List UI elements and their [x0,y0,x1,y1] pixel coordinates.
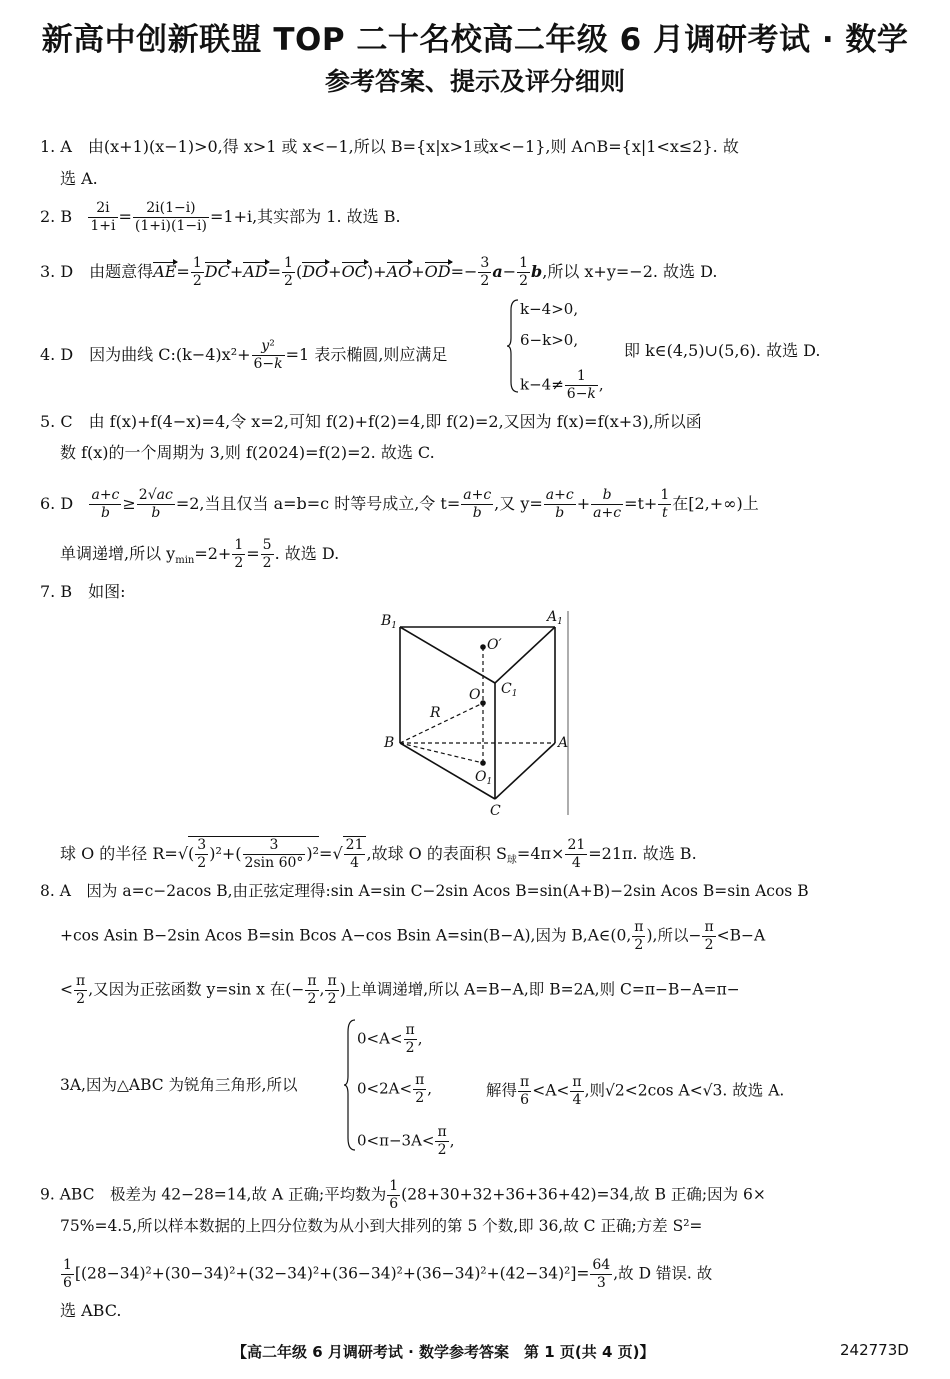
q6-line1: 6. D $\frac{a+c}{b}$ ≥ $\frac{2√ac}{b}$ =2,当且仅当 a=b=c 时等号成立,令 t= $\frac{a+c}{b}$ ,又 y= $\frac{a+c}{b}$ + $\frac{b}{a+c}$ =t+ $\frac{1}{t}$ 在[2,+∞)上 [40,487,759,521]
q8-line3: < $\frac{\pi}{2}$ ,又因为正弦函数 y=sin x 在(− $\frac{\pi}{2}$ , $\frac{\pi}{2}$ )上单调递增,所以 A=B−A,即 B=2A,则 C=π−B−A=π− [60,973,740,1007]
q3-line: 3. D 由题意得AE= $\frac{1}{2}$ DC+AD= $\frac{1}{2}$ (DO+OC)+AO+OD=− $\frac{3}{2}$ a− $\frac{1}{2}$ b,所以 x+y=−2. 故选 D. [40,255,718,289]
q3-lead: 3. D 由题意得 [40,262,154,281]
q8-line1: 8. A 因为 a=c−2acos B,由正弦定理得:sin A=sin C−2sin Acos B=sin(A+B)−2sin Acos B=sin Acos B [40,882,809,900]
svg-text:B: B [384,735,395,751]
q4-mid: =1 表示椭圆,则应满足 [285,345,448,364]
q4-line: 4. D 因为曲线 C:(k−4)x²+ $\frac{\text{y²}}{6-k}$ =1 表示椭圆,则应满足 [40,338,448,372]
q4-cond-2: 6−k>0, [520,331,579,349]
q2-line: 2. B $\frac{2i}{1+i}$ = $\frac{2i(1-i)}{(1+i)(1-i)}$ =1+i,其实部为 1. 故选 B. [40,200,401,234]
q3-tail: ,所以 x+y=−2. 故选 D. [542,262,718,281]
q1-line2: 选 A. [60,169,98,188]
svg-text:R: R [430,705,441,721]
q6-line2: 单调递增,所以 $y_{min}=2+$ $\frac{1}{2}$ = $\frac{5}{2}$ . 故选 D. [60,537,340,571]
footer-text: 【高二年级 6 月调研考试 · 数学参考答案 第 1 页(共 4 页)】 [232,1343,655,1361]
q4-tail: 即 k∈(4,5)∪(5,6). 故选 D. [624,341,821,360]
q8-line4: 3A,因为△ABC 为锐角三角形,所以 [60,1076,298,1094]
page-title: 新高中创新联盟 TOP 二十名校高二年级 6 月调研考试 · 数学 [41,22,909,58]
q8-cond-2: 0<2A< $\frac{\pi}{2}$ , [357,1072,433,1106]
q8-cond-1: 0<A< $\frac{\pi}{2}$ , [357,1022,423,1056]
q9-line2: 75%=4.5,所以样本数据的上四分位数为从小到大排列的第 5 个数,即 36,故 C 正确;方差 S²= [60,1217,703,1235]
q8-line2: +cos Asin B−2sin Acos B=sin Bcos A−cos Bsin A=sin(B−A),因为 B,A∈(0, $\frac{\pi}{2}$ ),所以− $\frac{\pi}{2}$ <B−A [60,919,766,953]
svg-text:B1: $B_1$ [381,613,398,631]
q9-line4: 选 ABC. [60,1301,122,1320]
q2-frac-b: $\frac{2i(1-i)}{(1+i)(1-i)}$ [134,200,207,234]
q8-tail: 解得 $\frac{\pi}{6}$ <A< $\frac{\pi}{4}$ ,则√2<2cos A<√3. 故选 A. [486,1074,785,1108]
svg-text:A1: $A_1$ [547,609,563,627]
q9-line1: 9. ABC 极差为 42−28=14,故 A 正确;平均数为 $\frac{1}{6}$ (28+30+32+36+36+42)=34,故 B 正确;因为 6× [40,1178,766,1212]
q8-brace [343,1018,357,1152]
q2-tail: =1+i,其实部为 1. 故选 B. [209,207,401,226]
q4-lead: 4. D 因为曲线 C:(k−4)x²+ [40,345,251,364]
q5-line2: 数 f(x)的一个周期为 3,则 f(2024)=f(2)=2. 故选 C. [60,443,435,462]
q2-frac-a: $\frac{2i}{1+i}$ [90,200,116,234]
q7-line2: 球 O 的半径 R=√( $\frac{3}{2}$ )²+( $\frac{3}{2\sin 60^\circ}$ )²=√ $\frac{21}{4}$ ,故球 O 的表面积 $S_球=4\pi\times$ $\frac{21}{4}$ =21π. 故选 B. [60,837,697,871]
q8-cond-3: 0<π−3A< $\frac{\pi}{2}$ , [357,1124,455,1158]
q1-line1: 1. A 由(x+1)(x−1)>0,得 x>1 或 x<−1,所以 B={x|x>1或x<−1},则 A∩B={x|1<x≤2}. 故 [40,137,739,156]
svg-text:O1: $O_1$ [475,769,493,787]
q5-line1: 5. C 由 f(x)+f(4−x)=4,令 x=2,可知 f(2)+f(2)=4,即 f(2)=2,又因为 f(x)=f(x+3),所以函 [40,412,702,431]
svg-text:C: C [490,803,501,817]
q2-lead: 2. B [40,207,73,226]
prism-figure [375,605,575,817]
q9-line3: $\frac{1}{6}$ [(28−34)²+(30−34)²+(32−34)²+(36−34)²+(36−34)²+(42−34)²]= $\frac{64}{3}$ ,故 D 错误. 故 [63,1257,713,1291]
svg-text:O: O [469,687,481,703]
svg-text:A: A [558,735,569,751]
svg-text:O′: O′ [487,637,502,653]
q4-brace [506,298,520,394]
svg-text:C1: $C_1$ [501,681,518,699]
footer-code: 242773D [840,1341,909,1359]
q7-lead: 7. B 如图: [40,582,126,601]
q4-cond-3: k−4≠ $\frac{1}{6-k}$ , [520,368,604,402]
page-subtitle: 参考答案、提示及评分细则 [324,67,625,96]
q4-cond-1: k−4>0, [520,300,579,318]
